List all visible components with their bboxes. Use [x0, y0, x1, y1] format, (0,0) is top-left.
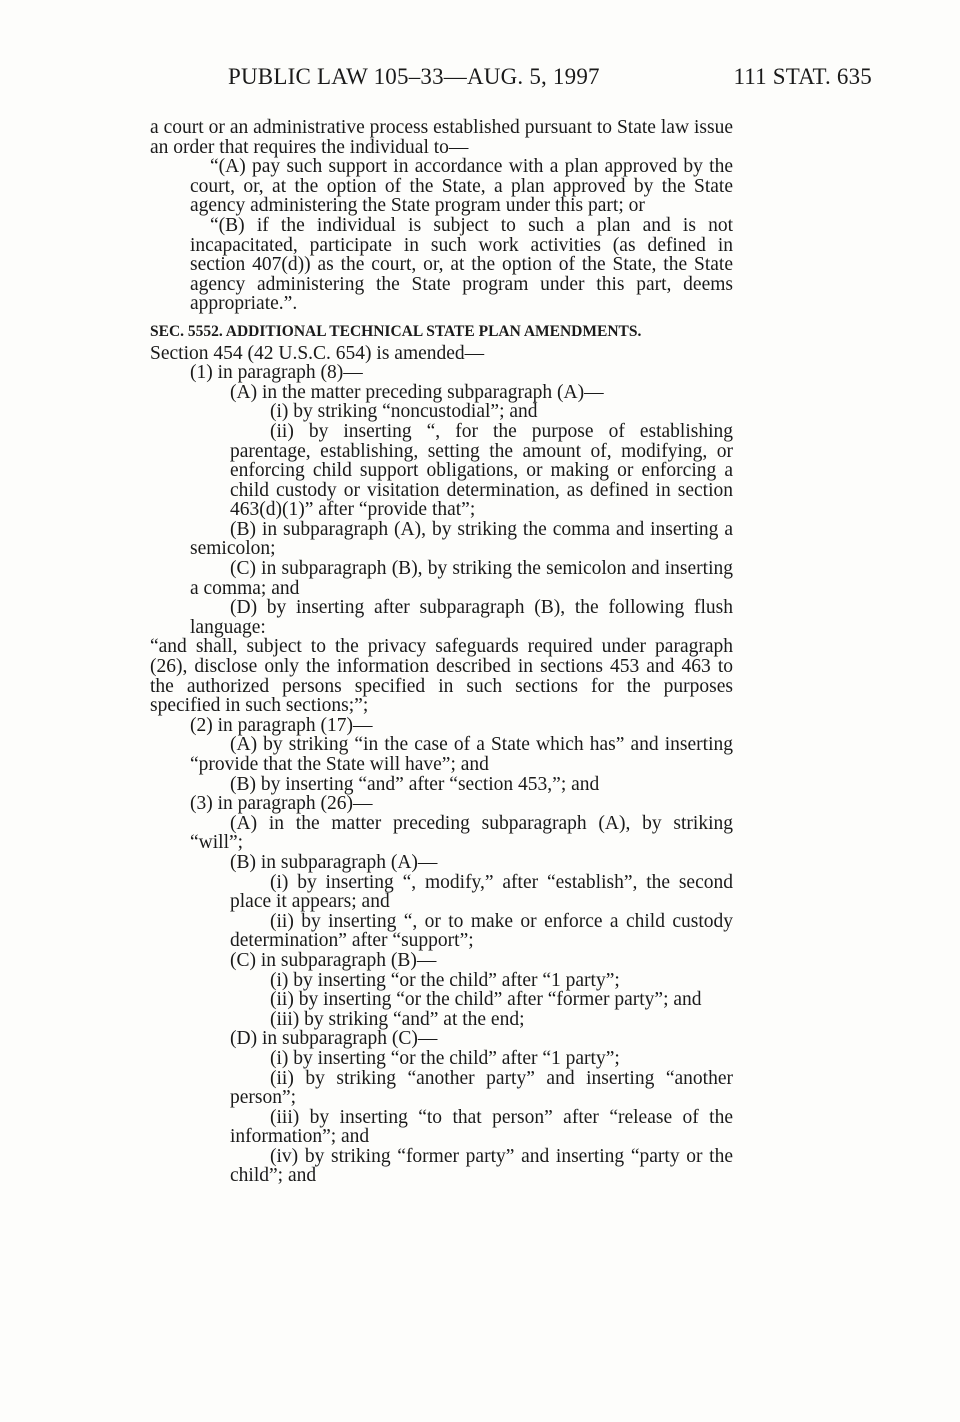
- header-page-number: 111 STAT. 635: [733, 64, 872, 89]
- section-heading: SEC. 5552. ADDITIONAL TECHNICAL STATE PLAN AMENDMENTS.: [150, 322, 642, 340]
- paragraph-2: (2) in paragraph (17)—: [190, 714, 373, 736]
- paragraph-1-c: (C) in subparagraph (B), by striking the semicolon and inserting a comma; and: [190, 558, 733, 599]
- paragraph-1-a-i: (i) by striking “noncustodial”; and: [270, 401, 538, 423]
- paragraph-3-c-i: (i) by inserting “or the child” after “1 party”;: [270, 969, 620, 991]
- paragraph-3-d-i: (i) by inserting “or the child” after “1 party”;: [270, 1047, 620, 1069]
- paragraph-1-a-ii: (ii) by inserting “, for the purpose of establishing parentage, establishing, setting the amount of, modifying, or enforcing child support obligations, or making or enforcing a child custody or visitation determination, as defined in section 463(d)(1)” after “provide that”;: [230, 420, 733, 521]
- header-citation: PUBLIC LAW 105–33—AUG. 5, 1997: [228, 64, 600, 89]
- paragraph-3-d: (D) in subparagraph (C)—: [230, 1028, 438, 1050]
- paragraph-1-b: (B) in subparagraph (A), by striking the comma and inserting a semicolon;: [190, 518, 733, 560]
- item-b: “(B) if the individual is subject to such a plan and is not incapacitated, participate in such work activities (as defined in section 407(d)) as the court, or, at the option of the State, the State agency administering the State program under this part, deems appropriate.”.: [190, 214, 733, 315]
- paragraph-3-a: (A) in the matter preceding subparagraph (A), by striking “will”;: [190, 812, 733, 854]
- item-a: “(A) pay such support in accordance with a plan approved by the court, or, at the option of the State, a plan approved by the State agency administering the State program under this part; or: [190, 156, 733, 217]
- paragraph-3-d-iii: (iii) by inserting “to that person” after “release of the information”; and: [230, 1106, 733, 1148]
- paragraph-2-b: (B) by inserting “and” after “section 453,”; and: [230, 773, 600, 795]
- paragraph-3-c-ii: (ii) by inserting “or the child” after “former party”; and: [270, 989, 702, 1011]
- intro-text: a court or an administrative process established pursuant to State law issue an order that requires the individual to—: [150, 117, 733, 158]
- paragraph-2-a: (A) by striking “in the case of a State which has” and inserting “provide that the State will have”; and: [190, 734, 733, 775]
- paragraph-3-c: (C) in subparagraph (B)—: [230, 949, 437, 971]
- paragraph-3-b-ii: (ii) by inserting “, or to make or enforce a child custody determination” after “support”;: [230, 910, 733, 952]
- document-body: [150, 118, 733, 1186]
- paragraph-3-d-iv: (iv) by striking “former party” and inserting “party or the child”; and: [230, 1145, 733, 1187]
- paragraph-3-c-iii: (iii) by striking “and” at the end;: [270, 1008, 525, 1030]
- section-intro: Section 454 (42 U.S.C. 654) is amended—: [150, 342, 485, 364]
- paragraph-3-d-ii: (ii) by striking “another party” and inserting “another person”;: [230, 1067, 733, 1109]
- paragraph-1-d: (D) by inserting after subparagraph (B), the following flush language:: [190, 597, 733, 638]
- flush-language: “and shall, subject to the privacy safeguards required under paragraph (26), disclose only the information described in sections 453 and 463 to the authorized persons specified in such sections for the purposes specified in such sections;”;: [150, 636, 733, 717]
- paragraph-1-a: (A) in the matter preceding subparagraph (A)—: [230, 381, 604, 403]
- paragraph-3: (3) in paragraph (26)—: [190, 793, 373, 815]
- page-header: [228, 64, 872, 98]
- paragraph-1: (1) in paragraph (8)—: [190, 362, 363, 384]
- paragraph-3-b: (B) in subparagraph (A)—: [230, 851, 438, 873]
- paragraph-3-b-i: (i) by inserting “, modify,” after “establish”, the second place it appears; and: [230, 871, 733, 913]
